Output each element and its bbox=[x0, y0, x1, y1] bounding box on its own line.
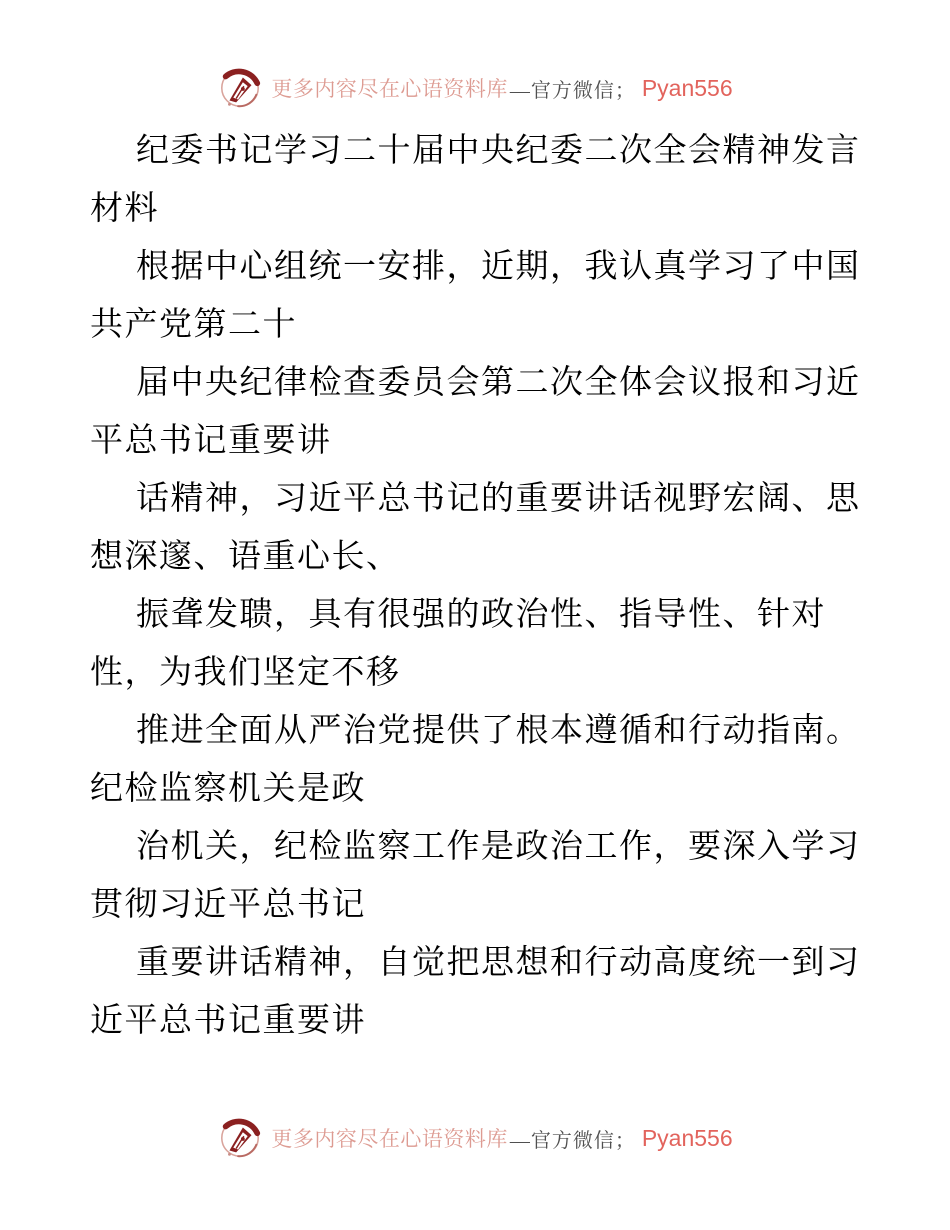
brand-text: 更多内容尽在心语资料库 bbox=[271, 1127, 508, 1151]
brand-text: 更多内容尽在心语资料库 bbox=[271, 77, 508, 101]
document-body bbox=[90, 122, 866, 1050]
wechat-id: Pyan556 bbox=[641, 74, 733, 101]
paragraph: 重要讲话精神，自觉把思想和行动高度统一到习近平总书记重要讲 bbox=[90, 945, 861, 1039]
footer-watermark bbox=[0, 1112, 950, 1164]
paragraph-title: 纪委书记学习二十届中央纪委二次全会精神发言材料 bbox=[90, 133, 861, 227]
paragraph: 话精神，习近平总书记的重要讲话视野宏阔、思想深邃、语重心长、 bbox=[90, 481, 861, 575]
paragraph: 治机关，纪检监察工作是政治工作，要深入学习贯彻习近平总书记 bbox=[90, 829, 861, 923]
pen-logo-icon bbox=[217, 64, 263, 112]
wechat-id: Pyan556 bbox=[641, 1124, 733, 1151]
wechat-label: —官方微信； bbox=[509, 79, 636, 102]
paragraph: 届中央纪律检查委员会第二次全体会议报和习近平总书记重要讲 bbox=[90, 365, 861, 459]
paragraph: 根据中心组统一安排，近期，我认真学习了中国共产党第二十 bbox=[90, 249, 861, 343]
pen-logo-icon bbox=[217, 1114, 263, 1162]
paragraph: 振聋发聩，具有很强的政治性、指导性、针对性，为我们坚定不移 bbox=[90, 597, 826, 691]
header-watermark bbox=[0, 62, 950, 114]
wechat-label: —官方微信； bbox=[509, 1129, 636, 1152]
paragraph: 推进全面从严治党提供了根本遵循和行动指南。纪检监察机关是政 bbox=[90, 713, 861, 807]
